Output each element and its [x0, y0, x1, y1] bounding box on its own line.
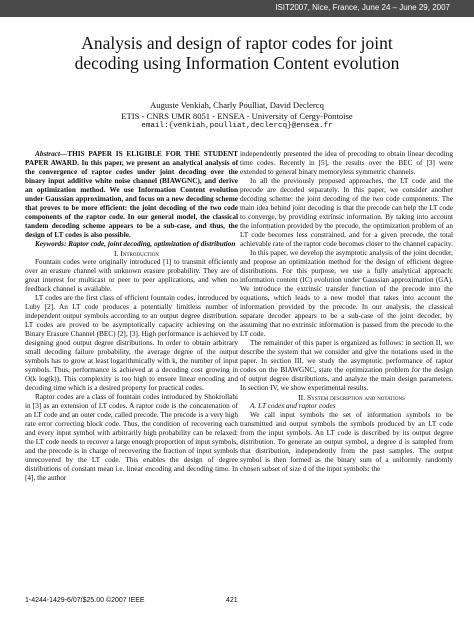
conference-header: ISIT2007, Nice, France, June 24 – June 29, 2007 [275, 3, 450, 12]
paragraph: LT codes are the first class of efficient fountain codes, introduced by Luby [2]. An LT code produces a potentially limitless number of independent output symbols according to an output degree distribution. LT codes are proved to be asymptotically capacity achieving on the Binary Erasure Channel (BEC) [2], [3]. High performance is achieved by designing good output degree distributions. In order to obtain arbitrary small decoding failure probability, the average degree of the output symbols has to grow at least logarithmically with k, the number of input symbols. Thus, performance is achieved at a decoding cost growing in O(k log(k)). This complexity is too high to ensure linear encoding and decoding time which is a desired property for practical codes. [25, 294, 238, 392]
subsection-heading: A. LT codes and raptor codes [250, 402, 336, 410]
keywords [25, 240, 238, 249]
abstract-lead: Abstract [35, 150, 60, 158]
paragraph: Fountain codes were originally introduced [1] to transmit efficiently over an erasure channel with unknown erasure probability. They are of great interest for multicast or peer to peer applications, and when no feedback channel is available. [25, 258, 238, 293]
paragraph: In this paper, we develop the asymptotic analysis of the joint decoder, and propose an optimization method for the design of efficient degree distributions. For this purpose, we use a fully analytical approach: information content (IC) evolution under Gaussian approximation (GA). We introduce the extrinsic transfer function of the precode into the equations, which leads to a new model that takes into account the information provided by the precode. In our analysis, the classical separate decoder appears to be a sub-case of the joint decoder, by assuming that no extrinsic information is passed from the precode to the LT code. [240, 249, 453, 338]
left-column [25, 150, 238, 483]
keywords-text: Raptor code, joint decoding, optimization of distribution [66, 240, 236, 248]
paragraph: The remainder of this paper is organized as follows: in section II, we describe the system that we consider and give the notations used in the paper. In section III, we study the asymptotic performance of raptor codes on the BIAWGNC, state the optimization problem for the design of output degree distributions, and analyze the main design parameters. In section IV, we show experimental results. [240, 339, 453, 392]
title-line: Analysis and design of raptor codes for joint [81, 33, 393, 53]
section-heading-system: II. System description and notations [298, 393, 405, 402]
paragraph: We call input symbols the set of information symbols to be transmitted and output symbols the symbols produced by an LT code from the input symbols. An LT code is described by its output degree distribution. To generate an output symbol, a degree d is sampled from that distribution, independently from the past samples. The output symbol is then formed as the binary sum of a uniformly randomly chosen subset of size d of the input symbols: the [240, 411, 453, 473]
author-block [20, 100, 454, 132]
author-names: Auguste Venkiah, Charly Poulliat, David Declercq [150, 100, 324, 110]
footer-isbn: 1-4244-1429-6/07/$25.00 ©2007 IEEE [25, 597, 145, 604]
keywords-lead: Keywords: [35, 240, 67, 248]
email: email:{venkiah,poulliat,declercq}@ensea.fr [141, 122, 333, 130]
paper-title [20, 33, 454, 73]
title-line: decoding using Information Content evolution [74, 53, 400, 73]
affiliation: ETIS - CNRS UMR 8051 - ENSEA - University of Cergy-Pontoise [121, 110, 353, 121]
section-heading-introduction: I. Introduction [114, 249, 159, 258]
page-number: 421 [226, 597, 238, 604]
right-column [240, 150, 453, 474]
paragraph: In all the previously proposed approaches, the LT code and the precode are decoded separately. In this paper, we consider another decoding scheme: the joint decoding of the two code components. The main idea behind joint decoding is that the precode can help the LT code to converge, by providing extrinsic information. By taking into account the information provided by the precode, the optimization problem of an LT code becomes less constrained, and for a given precode, the total achievable rate of the raptor code becomes closer to the channel capacity. [240, 177, 453, 248]
header-bar [0, 0, 474, 17]
paragraph: independently presented the idea of precoding to obtain linear decoding time codes. Recently in [5], the results over the BEC of [3] were extended to general binary memoryless symmetric channels. [240, 150, 453, 176]
abstract-text: —THIS PAPER IS ELIGIBLE FOR THE STUDENT PAPER AWARD. In this paper, we present an analytical analysis of the convergence of raptor codes under joint decoding over the binary input additive white noise channel (BIAWGNC), and derive an optimization method. We use Information Content evolution under Gaussian approximation, and focus on a new decoding scheme that proves to be more efficient: the joint decoding of the two code components of the raptor code. In our general model, the classical tandem decoding scheme appears to be a sub-case, and thus, the design of LT codes is also possible. [25, 150, 238, 239]
abstract [25, 150, 238, 240]
paragraph: Raptor codes are a class of fountain codes introduced by Shokrollahi in [3] as an extension of LT codes. A raptor code is the concatenation of an LT code and an outer code, called precode. The precode is a very high rate error correcting block code. Thus, the condition of recovering each and every input symbol with arbitrarily high probability can be relaxed: the LT code needs to recover a large enough proportion of input symbols, and the precode is in charge of recovering the fraction of input symbols unrecovered by the LT code. This enables the design of degree distributions of constant mean i.e. linear encoding and decoding time. In [4], the author [25, 393, 238, 482]
